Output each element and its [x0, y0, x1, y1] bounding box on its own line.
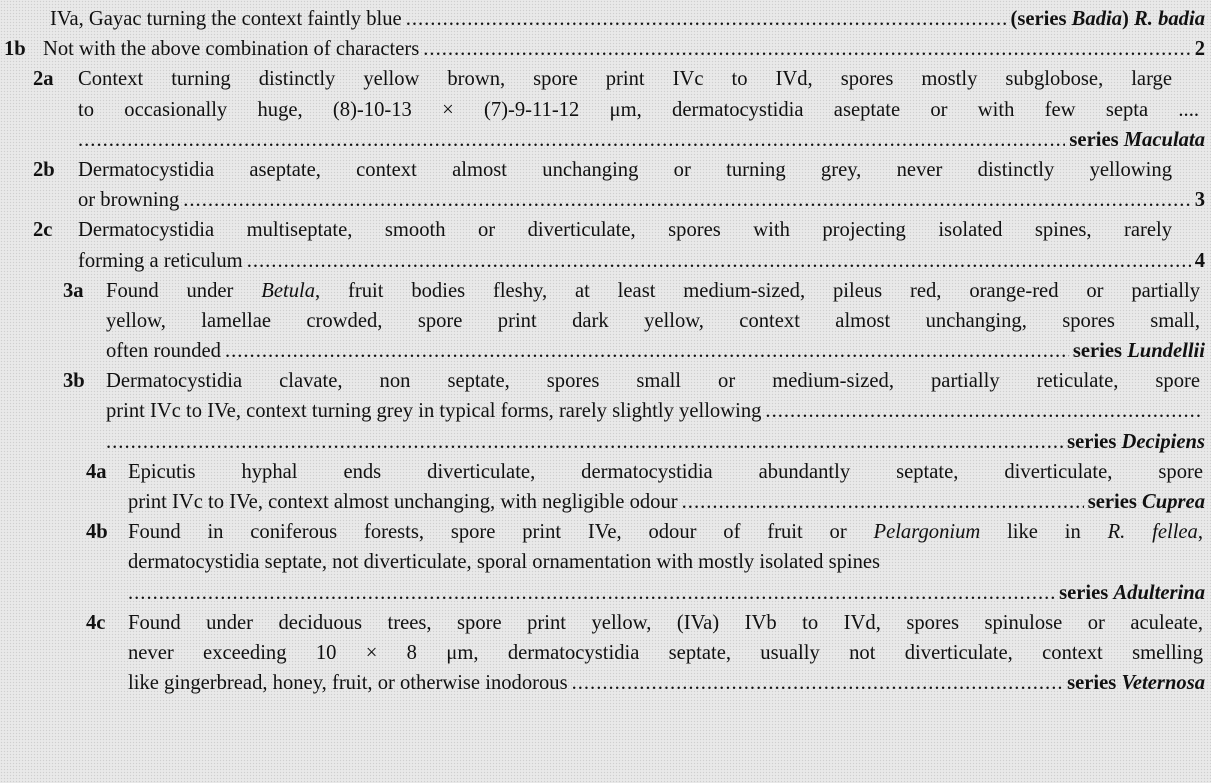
result-species: R. badia: [1134, 8, 1205, 30]
couplet-1a-final-line: [0, 4, 1211, 34]
couplet-lead: 4: [1194, 249, 1205, 272]
couplet-text-line-2: never exceeding 10 × 8 μm, dermatocystidia septate, usually not diverticulate, context smelling: [128, 641, 1203, 664]
leader-dots: [183, 185, 1190, 215]
couplet-3a: [0, 276, 1211, 306]
species-name: R. fellea: [1107, 521, 1198, 544]
couplet-text-line-3: often rounded: [106, 340, 221, 363]
couplet-text-line-1: Epicutis hyphal ends diverticulate, dermatocystidia abundantly septate, diverticulate, spore: [128, 460, 1203, 483]
couplet-number: 4a: [86, 460, 107, 483]
result-series: Decipiens: [1121, 430, 1205, 453]
couplet-number: 2b: [33, 158, 55, 181]
couplet-number: 4b: [86, 521, 108, 544]
result-series: Adulterina: [1113, 581, 1205, 604]
couplet-2a-line-2: [0, 95, 1211, 125]
couplet-result: [1059, 578, 1205, 608]
couplet-2a-result-line: [0, 125, 1211, 155]
result-suffix: ): [1122, 8, 1135, 30]
couplet-result: [1067, 668, 1205, 698]
couplet-2b: [0, 155, 1211, 185]
couplet-number: 3a: [63, 279, 84, 302]
couplet-2b-line-2: [0, 185, 1211, 215]
couplet-4c: [0, 608, 1211, 638]
couplet-result: [1088, 487, 1205, 517]
couplet-number: 4c: [86, 611, 106, 634]
text-segment: Found in coniferous forests, spore print IVe, odour of fruit or: [128, 521, 874, 544]
text-segment: ,: [1197, 521, 1203, 544]
couplet-number: 2a: [33, 68, 54, 91]
couplet-lead: 2: [1194, 38, 1205, 61]
couplet-2a: [0, 64, 1211, 94]
couplet-number: 3b: [63, 370, 85, 393]
couplet-number: 2c: [33, 219, 53, 242]
couplet-text-line-1: Context turning distinctly yellow brown, spore print IVc to IVd, spores mostly subglobose, large: [78, 68, 1172, 91]
result-prefix: series: [1072, 340, 1128, 363]
couplet-text-line-1: Dermatocystidia aseptate, context almost unchanging or turning grey, never distinctly yellowing: [78, 158, 1172, 181]
text-segment: Found under: [106, 279, 262, 302]
couplet-result: [1067, 427, 1205, 457]
couplet-text-line-2: yellow, lamellae crowded, spore print dark yellow, context almost unchanging, spores small,: [106, 309, 1200, 332]
leader-dots: [78, 125, 1065, 155]
result-series: Cuprea: [1142, 491, 1205, 513]
couplet-1b: [0, 34, 1211, 64]
result-series: Veternosa: [1121, 672, 1205, 695]
couplet-3a-line-3: [0, 336, 1211, 366]
couplet-2c: [0, 215, 1211, 245]
leader-dots: [406, 4, 1007, 34]
genus-name: Betula: [261, 279, 316, 302]
couplet-text-line-2: or browning: [78, 189, 180, 212]
result-series: Maculata: [1123, 128, 1205, 151]
couplet-text: Not with the above combination of characters: [43, 38, 420, 61]
couplet-text-line-2: forming a reticulum: [78, 249, 243, 272]
couplet-text-line-1: [106, 276, 1200, 306]
result-prefix: series: [1087, 491, 1143, 513]
leader-dots: [423, 34, 1190, 64]
couplet-result: [1010, 4, 1205, 34]
leader-dots: [765, 396, 1201, 426]
couplet-number: 1b: [4, 38, 26, 61]
result-prefix: series: [1067, 430, 1122, 453]
leader-dots: [682, 487, 1084, 517]
result-prefix: series: [1067, 672, 1122, 695]
couplet-4b: [0, 517, 1211, 547]
couplet-result: [1069, 125, 1205, 155]
couplet-result: [1073, 336, 1205, 366]
couplet-text-line-1: Dermatocystidia clavate, non septate, spores small or medium-sized, partially reticulate, spore: [106, 370, 1200, 393]
result-series: Lundellii: [1127, 340, 1205, 363]
text-segment: , fruit bodies fleshy, at least medium-sized, pileus red, orange-red or partially: [315, 279, 1200, 302]
couplet-text-line-1: [128, 517, 1203, 547]
couplet-4a: [0, 457, 1211, 487]
couplet-3b-line-2: [0, 396, 1211, 426]
couplet-4a-line-2: [0, 487, 1211, 517]
couplet-text-line-2: print IVc to IVe, context almost unchanging, with negligible odour: [128, 491, 678, 513]
couplet-4b-line-2: [0, 547, 1211, 577]
couplet-2c-line-2: [0, 246, 1211, 276]
result-prefix: series: [1059, 581, 1114, 604]
couplet-text: IVa, Gayac turning the context faintly blue: [50, 8, 402, 30]
couplet-text-line-2: to occasionally huge, (8)-10-13 × (7)-9-11-12 μm, dermatocystidia aseptate or with few septa ....: [78, 98, 1199, 121]
couplet-text-line-1: Dermatocystidia multiseptate, smooth or diverticulate, spores with projecting isolated spines, rarely: [78, 219, 1172, 242]
couplet-text-line-2: dermatocystidia septate, not diverticulate, sporal ornamentation with mostly isolated spines: [128, 551, 881, 574]
leader-dots: [572, 668, 1064, 698]
couplet-4c-line-3: [0, 668, 1211, 698]
couplet-3b: [0, 366, 1211, 396]
leader-dots: [247, 246, 1191, 276]
couplet-4c-line-2: [0, 638, 1211, 668]
leader-dots: [128, 578, 1055, 608]
leader-dots: [225, 336, 1069, 366]
genus-name: Pelargonium: [873, 521, 981, 544]
couplet-3b-result-line: [0, 427, 1211, 457]
couplet-4b-result-line: [0, 578, 1211, 608]
text-segment: like in: [980, 521, 1108, 544]
couplet-lead: 3: [1194, 189, 1205, 212]
result-prefix: series: [1069, 128, 1124, 151]
result-series: Badia: [1071, 8, 1123, 30]
leader-dots: [106, 427, 1063, 457]
couplet-text-line-3: like gingerbread, honey, fruit, or otherwise inodorous: [128, 672, 568, 695]
couplet-3a-line-2: [0, 306, 1211, 336]
result-prefix: (series: [1010, 8, 1072, 30]
couplet-text-line-1: Found under deciduous trees, spore print yellow, (IVa) IVb to IVd, spores spinulose or aculeate,: [128, 611, 1203, 634]
couplet-text-line-2: print IVc to IVe, context turning grey in typical forms, rarely slightly yellowing: [106, 400, 762, 423]
